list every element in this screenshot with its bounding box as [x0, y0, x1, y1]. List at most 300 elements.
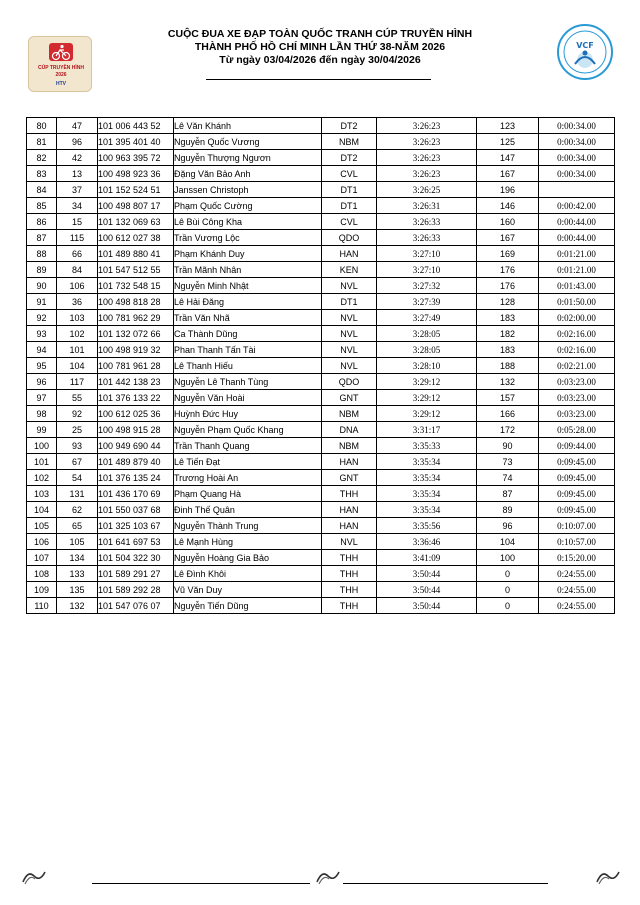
team-code-cell: QDO — [322, 230, 377, 246]
uci-id-cell: 101 376 133 22 — [98, 390, 174, 406]
points-cell: 167 — [477, 166, 539, 182]
logo-year: 2026 — [55, 72, 67, 78]
time-gap-cell: 0:24:55.00 — [539, 582, 615, 598]
time-gap-cell: 0:02:16.00 — [539, 326, 615, 342]
table-row — [27, 454, 615, 470]
points-cell: 87 — [477, 486, 539, 502]
rank-cell: 92 — [27, 310, 57, 326]
uci-id-cell: 101 436 170 69 — [98, 486, 174, 502]
finish-time-cell: 3:36:46 — [377, 534, 477, 550]
finish-time-cell: 3:35:34 — [377, 454, 477, 470]
points-cell: 90 — [477, 438, 539, 454]
table-row — [27, 566, 615, 582]
uci-id-cell: 101 006 443 52 — [98, 118, 174, 134]
team-code-cell: QDO — [322, 374, 377, 390]
team-code-cell: NBM — [322, 438, 377, 454]
time-gap-cell: 0:00:34.00 — [539, 134, 615, 150]
table-row — [27, 118, 615, 134]
points-cell: 128 — [477, 294, 539, 310]
rider-name-cell: Trần Vương Lộc — [174, 230, 322, 246]
rider-name-cell: Trương Hoài An — [174, 470, 322, 486]
bib-number-cell: 101 — [57, 342, 98, 358]
time-gap-cell: 0:09:45.00 — [539, 454, 615, 470]
rank-cell: 83 — [27, 166, 57, 182]
bib-number-cell: 104 — [57, 358, 98, 374]
finish-time-cell: 3:28:05 — [377, 326, 477, 342]
points-cell: 166 — [477, 406, 539, 422]
team-code-cell: HAN — [322, 502, 377, 518]
rider-name-cell: Nguyễn Quốc Vương — [174, 134, 322, 150]
time-gap-cell: 0:00:42.00 — [539, 198, 615, 214]
time-gap-cell: 0:01:21.00 — [539, 246, 615, 262]
team-code-cell: HAN — [322, 454, 377, 470]
bib-number-cell: 54 — [57, 470, 98, 486]
title-line-3: Từ ngày 03/04/2026 đến ngày 30/04/2026 — [219, 54, 421, 66]
rank-cell: 91 — [27, 294, 57, 310]
rider-name-cell: Nguyễn Lê Thanh Tùng — [174, 374, 322, 390]
rider-name-cell: Nguyễn Tiến Dũng — [174, 598, 322, 614]
time-gap-cell: 0:01:21.00 — [539, 262, 615, 278]
points-cell: 188 — [477, 358, 539, 374]
table-row — [27, 406, 615, 422]
bib-number-cell: 106 — [57, 278, 98, 294]
finish-time-cell: 3:29:12 — [377, 390, 477, 406]
points-cell: 167 — [477, 230, 539, 246]
rider-name-cell: Phạm Quốc Cường — [174, 198, 322, 214]
rider-name-cell: Vũ Văn Duy — [174, 582, 322, 598]
finish-time-cell: 3:29:12 — [377, 406, 477, 422]
bib-number-cell: 103 — [57, 310, 98, 326]
rider-name-cell: Janssen Christoph — [174, 182, 322, 198]
team-code-cell: NVL — [322, 326, 377, 342]
team-code-cell: DNA — [322, 422, 377, 438]
points-cell: 172 — [477, 422, 539, 438]
table-row — [27, 246, 615, 262]
finish-time-cell: 3:35:34 — [377, 470, 477, 486]
table-row — [27, 262, 615, 278]
table-row — [27, 390, 615, 406]
uci-id-cell: 101 732 548 15 — [98, 278, 174, 294]
uci-id-cell: 100 781 962 29 — [98, 310, 174, 326]
table-row — [27, 278, 615, 294]
title-line-1: CUỘC ĐUA XE ĐẠP TOÀN QUỐC TRANH CÚP TRUYỀN HÌNH — [167, 28, 473, 40]
team-code-cell: NVL — [322, 310, 377, 326]
rider-name-cell: Đặng Văn Bảo Anh — [174, 166, 322, 182]
bib-number-cell: 25 — [57, 422, 98, 438]
table-row — [27, 198, 615, 214]
rank-cell: 104 — [27, 502, 57, 518]
table-row — [27, 326, 615, 342]
uci-id-cell: 100 781 961 28 — [98, 358, 174, 374]
time-gap-cell: 0:01:50.00 — [539, 294, 615, 310]
table-row — [27, 166, 615, 182]
finish-time-cell: 3:26:25 — [377, 182, 477, 198]
team-code-cell: NVL — [322, 342, 377, 358]
footer-bike-logo-center — [314, 868, 342, 886]
time-gap-cell: 0:03:23.00 — [539, 406, 615, 422]
time-gap-cell: 0:00:44.00 — [539, 214, 615, 230]
uci-id-cell: 101 132 072 66 — [98, 326, 174, 342]
uci-id-cell: 100 498 818 28 — [98, 294, 174, 310]
document-title-block — [150, 28, 490, 67]
page-header — [0, 0, 640, 110]
table-row — [27, 598, 615, 614]
bib-number-cell: 102 — [57, 326, 98, 342]
points-cell: 169 — [477, 246, 539, 262]
points-cell: 104 — [477, 534, 539, 550]
rider-name-cell: Ca Thành Dũng — [174, 326, 322, 342]
uci-id-cell: 101 547 076 07 — [98, 598, 174, 614]
rank-cell: 96 — [27, 374, 57, 390]
cyclist-icon — [47, 41, 75, 63]
team-code-cell: DT1 — [322, 182, 377, 198]
rank-cell: 84 — [27, 182, 57, 198]
tv-cup-logo — [28, 36, 92, 92]
points-cell: 0 — [477, 598, 539, 614]
points-cell: 74 — [477, 470, 539, 486]
finish-time-cell: 3:26:31 — [377, 198, 477, 214]
uci-id-cell: 101 504 322 30 — [98, 550, 174, 566]
rider-name-cell: Lê Văn Khánh — [174, 118, 322, 134]
finish-time-cell: 3:29:12 — [377, 374, 477, 390]
time-gap-cell: 0:09:44.00 — [539, 438, 615, 454]
rank-cell: 99 — [27, 422, 57, 438]
time-gap-cell: 0:10:07.00 — [539, 518, 615, 534]
points-cell: 196 — [477, 182, 539, 198]
finish-time-cell: 3:35:34 — [377, 502, 477, 518]
finish-time-cell: 3:26:23 — [377, 134, 477, 150]
uci-id-cell: 100 498 915 28 — [98, 422, 174, 438]
finish-time-cell: 3:27:10 — [377, 262, 477, 278]
rank-cell: 101 — [27, 454, 57, 470]
finish-time-cell: 3:50:44 — [377, 566, 477, 582]
rank-cell: 98 — [27, 406, 57, 422]
rank-cell: 107 — [27, 550, 57, 566]
finish-time-cell: 3:26:23 — [377, 118, 477, 134]
uci-id-cell: 101 489 879 40 — [98, 454, 174, 470]
bib-number-cell: 42 — [57, 150, 98, 166]
rank-cell: 89 — [27, 262, 57, 278]
points-cell: 125 — [477, 134, 539, 150]
finish-time-cell: 3:28:10 — [377, 358, 477, 374]
bib-number-cell: 133 — [57, 566, 98, 582]
team-code-cell: NVL — [322, 278, 377, 294]
table-row — [27, 342, 615, 358]
rider-name-cell: Lê Thanh Hiếu — [174, 358, 322, 374]
rank-cell: 95 — [27, 358, 57, 374]
uci-id-cell: 101 589 291 27 — [98, 566, 174, 582]
rank-cell: 97 — [27, 390, 57, 406]
rider-name-cell: Nguyễn Văn Hoài — [174, 390, 322, 406]
table-row — [27, 534, 615, 550]
team-code-cell: KEN — [322, 262, 377, 278]
finish-time-cell: 3:41:09 — [377, 550, 477, 566]
rider-name-cell: Đinh Thế Quân — [174, 502, 322, 518]
table-row — [27, 358, 615, 374]
time-gap-cell: 0:02:21.00 — [539, 358, 615, 374]
rank-cell: 85 — [27, 198, 57, 214]
finish-time-cell: 3:27:49 — [377, 310, 477, 326]
logo-caption: CÚP TRUYỀN HÌNH — [37, 65, 85, 71]
team-code-cell: GNT — [322, 390, 377, 406]
vcf-emblem-icon — [559, 26, 611, 78]
table-row — [27, 502, 615, 518]
team-code-cell: THH — [322, 598, 377, 614]
bib-number-cell: 65 — [57, 518, 98, 534]
title-line-2: THÀNH PHỐ HỒ CHÍ MINH LẦN THỨ 38-NĂM 2026 — [194, 41, 446, 53]
rank-cell: 102 — [27, 470, 57, 486]
footer-bike-logo-left — [20, 868, 48, 886]
rank-cell: 105 — [27, 518, 57, 534]
rider-name-cell: Nguyễn Thượng Ngươn — [174, 150, 322, 166]
rider-name-cell: Phan Thanh Tấn Tài — [174, 342, 322, 358]
time-gap-cell: 0:09:45.00 — [539, 486, 615, 502]
uci-id-cell: 101 325 103 67 — [98, 518, 174, 534]
time-gap-cell: 0:09:45.00 — [539, 502, 615, 518]
bib-number-cell: 115 — [57, 230, 98, 246]
rider-name-cell: Nguyễn Hoàng Gia Bảo — [174, 550, 322, 566]
rider-name-cell: Trần Mãnh Nhân — [174, 262, 322, 278]
uci-id-cell: 100 612 025 36 — [98, 406, 174, 422]
bib-number-cell: 84 — [57, 262, 98, 278]
finish-time-cell: 3:27:39 — [377, 294, 477, 310]
rank-cell: 90 — [27, 278, 57, 294]
bib-number-cell: 37 — [57, 182, 98, 198]
table-row — [27, 374, 615, 390]
team-code-cell: THH — [322, 566, 377, 582]
uci-id-cell: 101 132 069 63 — [98, 214, 174, 230]
bib-number-cell: 66 — [57, 246, 98, 262]
points-cell: 132 — [477, 374, 539, 390]
footer-bike-logo-right — [594, 868, 622, 886]
table-row — [27, 182, 615, 198]
team-code-cell: NBM — [322, 134, 377, 150]
uci-id-cell: 100 963 395 72 — [98, 150, 174, 166]
time-gap-cell: 0:24:55.00 — [539, 566, 615, 582]
vcf-logo-text: VCF — [576, 41, 594, 50]
time-gap-cell: 0:03:23.00 — [539, 374, 615, 390]
table-row — [27, 518, 615, 534]
time-gap-cell: 0:03:23.00 — [539, 390, 615, 406]
points-cell: 96 — [477, 518, 539, 534]
team-code-cell: DT1 — [322, 294, 377, 310]
uci-id-cell: 101 376 135 24 — [98, 470, 174, 486]
bib-number-cell: 93 — [57, 438, 98, 454]
points-cell: 123 — [477, 118, 539, 134]
rider-name-cell: Lê Mạnh Hùng — [174, 534, 322, 550]
time-gap-cell: 0:10:57.00 — [539, 534, 615, 550]
finish-time-cell: 3:28:05 — [377, 342, 477, 358]
bib-number-cell: 96 — [57, 134, 98, 150]
team-code-cell: NBM — [322, 406, 377, 422]
points-cell: 100 — [477, 550, 539, 566]
table-row — [27, 150, 615, 166]
rank-cell: 94 — [27, 342, 57, 358]
time-gap-cell: 0:05:28.00 — [539, 422, 615, 438]
results-table-body — [27, 118, 615, 614]
finish-time-cell: 3:26:23 — [377, 150, 477, 166]
time-gap-cell: 0:24:55.00 — [539, 598, 615, 614]
rank-cell: 109 — [27, 582, 57, 598]
table-row — [27, 214, 615, 230]
rank-cell: 87 — [27, 230, 57, 246]
team-code-cell: NVL — [322, 534, 377, 550]
bib-number-cell: 55 — [57, 390, 98, 406]
bib-number-cell: 34 — [57, 198, 98, 214]
team-code-cell: GNT — [322, 470, 377, 486]
rank-cell: 100 — [27, 438, 57, 454]
rider-name-cell: Phạm Quang Hà — [174, 486, 322, 502]
points-cell: 182 — [477, 326, 539, 342]
table-row — [27, 294, 615, 310]
bib-number-cell: 36 — [57, 294, 98, 310]
points-cell: 89 — [477, 502, 539, 518]
table-row — [27, 470, 615, 486]
finish-time-cell: 3:35:56 — [377, 518, 477, 534]
points-cell: 0 — [477, 582, 539, 598]
team-code-cell: THH — [322, 550, 377, 566]
rider-name-cell: Trần Thanh Quang — [174, 438, 322, 454]
points-cell: 183 — [477, 342, 539, 358]
finish-time-cell: 3:27:10 — [377, 246, 477, 262]
uci-id-cell: 101 395 401 40 — [98, 134, 174, 150]
uci-id-cell: 101 442 138 23 — [98, 374, 174, 390]
time-gap-cell: 0:02:00.00 — [539, 310, 615, 326]
points-cell: 157 — [477, 390, 539, 406]
time-gap-cell: 0:00:34.00 — [539, 118, 615, 134]
rank-cell: 86 — [27, 214, 57, 230]
bib-number-cell: 47 — [57, 118, 98, 134]
finish-time-cell: 3:35:33 — [377, 438, 477, 454]
bib-number-cell: 67 — [57, 454, 98, 470]
uci-id-cell: 101 589 292 28 — [98, 582, 174, 598]
time-gap-cell: 0:02:16.00 — [539, 342, 615, 358]
logo-brand: HTV — [56, 81, 66, 87]
team-code-cell: HAN — [322, 518, 377, 534]
title-underline — [206, 79, 431, 80]
bib-number-cell: 135 — [57, 582, 98, 598]
time-gap-cell — [539, 182, 615, 198]
uci-id-cell: 101 152 524 51 — [98, 182, 174, 198]
footer-rule-right — [343, 883, 548, 884]
rider-name-cell: Trần Văn Nhã — [174, 310, 322, 326]
uci-id-cell: 101 550 037 68 — [98, 502, 174, 518]
team-code-cell: NVL — [322, 358, 377, 374]
finish-time-cell: 3:26:23 — [377, 166, 477, 182]
finish-time-cell: 3:31:17 — [377, 422, 477, 438]
points-cell: 160 — [477, 214, 539, 230]
bib-number-cell: 117 — [57, 374, 98, 390]
rank-cell: 88 — [27, 246, 57, 262]
rank-cell: 81 — [27, 134, 57, 150]
bib-number-cell: 15 — [57, 214, 98, 230]
bib-number-cell: 62 — [57, 502, 98, 518]
time-gap-cell: 0:01:43.00 — [539, 278, 615, 294]
footer-rule-left — [92, 883, 310, 884]
rider-name-cell: Lê Tiến Đạt — [174, 454, 322, 470]
time-gap-cell: 0:09:45.00 — [539, 470, 615, 486]
finish-time-cell: 3:26:33 — [377, 214, 477, 230]
rank-cell: 80 — [27, 118, 57, 134]
uci-id-cell: 101 641 697 53 — [98, 534, 174, 550]
uci-id-cell: 100 612 027 38 — [98, 230, 174, 246]
table-row — [27, 230, 615, 246]
rider-name-cell: Nguyễn Phạm Quốc Khang — [174, 422, 322, 438]
points-cell: 147 — [477, 150, 539, 166]
bib-number-cell: 92 — [57, 406, 98, 422]
rank-cell: 82 — [27, 150, 57, 166]
rank-cell: 106 — [27, 534, 57, 550]
rider-name-cell: Lê Hải Đăng — [174, 294, 322, 310]
table-row — [27, 310, 615, 326]
time-gap-cell: 0:00:44.00 — [539, 230, 615, 246]
uci-id-cell: 100 949 690 44 — [98, 438, 174, 454]
uci-id-cell: 101 489 880 41 — [98, 246, 174, 262]
table-row — [27, 134, 615, 150]
vcf-logo — [557, 24, 613, 80]
table-row — [27, 438, 615, 454]
rank-cell: 108 — [27, 566, 57, 582]
rank-cell: 103 — [27, 486, 57, 502]
bib-number-cell: 131 — [57, 486, 98, 502]
finish-time-cell: 3:35:34 — [377, 486, 477, 502]
time-gap-cell: 0:00:34.00 — [539, 150, 615, 166]
uci-id-cell: 100 498 807 17 — [98, 198, 174, 214]
team-code-cell: THH — [322, 486, 377, 502]
uci-id-cell: 100 498 919 32 — [98, 342, 174, 358]
bib-number-cell: 105 — [57, 534, 98, 550]
table-row — [27, 486, 615, 502]
points-cell: 73 — [477, 454, 539, 470]
time-gap-cell: 0:00:34.00 — [539, 166, 615, 182]
uci-id-cell: 100 498 923 36 — [98, 166, 174, 182]
points-cell: 176 — [477, 262, 539, 278]
team-code-cell: CVL — [322, 214, 377, 230]
team-code-cell: HAN — [322, 246, 377, 262]
uci-id-cell: 101 547 512 55 — [98, 262, 174, 278]
time-gap-cell: 0:15:20.00 — [539, 550, 615, 566]
finish-time-cell: 3:27:32 — [377, 278, 477, 294]
points-cell: 0 — [477, 566, 539, 582]
rider-name-cell: Lê Đình Khôi — [174, 566, 322, 582]
finish-time-cell: 3:50:44 — [377, 582, 477, 598]
rider-name-cell: Lê Bùi Công Kha — [174, 214, 322, 230]
bib-number-cell: 13 — [57, 166, 98, 182]
rider-name-cell: Nguyễn Thành Trung — [174, 518, 322, 534]
points-cell: 146 — [477, 198, 539, 214]
finish-time-cell: 3:50:44 — [377, 598, 477, 614]
table-row — [27, 582, 615, 598]
table-row — [27, 422, 615, 438]
team-code-cell: CVL — [322, 166, 377, 182]
rank-cell: 93 — [27, 326, 57, 342]
rider-name-cell: Huỳnh Đức Huy — [174, 406, 322, 422]
bib-number-cell: 134 — [57, 550, 98, 566]
points-cell: 176 — [477, 278, 539, 294]
finish-time-cell: 3:26:33 — [377, 230, 477, 246]
points-cell: 183 — [477, 310, 539, 326]
rider-name-cell: Nguyễn Minh Nhật — [174, 278, 322, 294]
bib-number-cell: 132 — [57, 598, 98, 614]
team-code-cell: DT2 — [322, 150, 377, 166]
results-table — [26, 117, 615, 614]
team-code-cell: DT2 — [322, 118, 377, 134]
team-code-cell: THH — [322, 582, 377, 598]
table-row — [27, 550, 615, 566]
rider-name-cell: Phạm Khánh Duy — [174, 246, 322, 262]
team-code-cell: DT1 — [322, 198, 377, 214]
rank-cell: 110 — [27, 598, 57, 614]
